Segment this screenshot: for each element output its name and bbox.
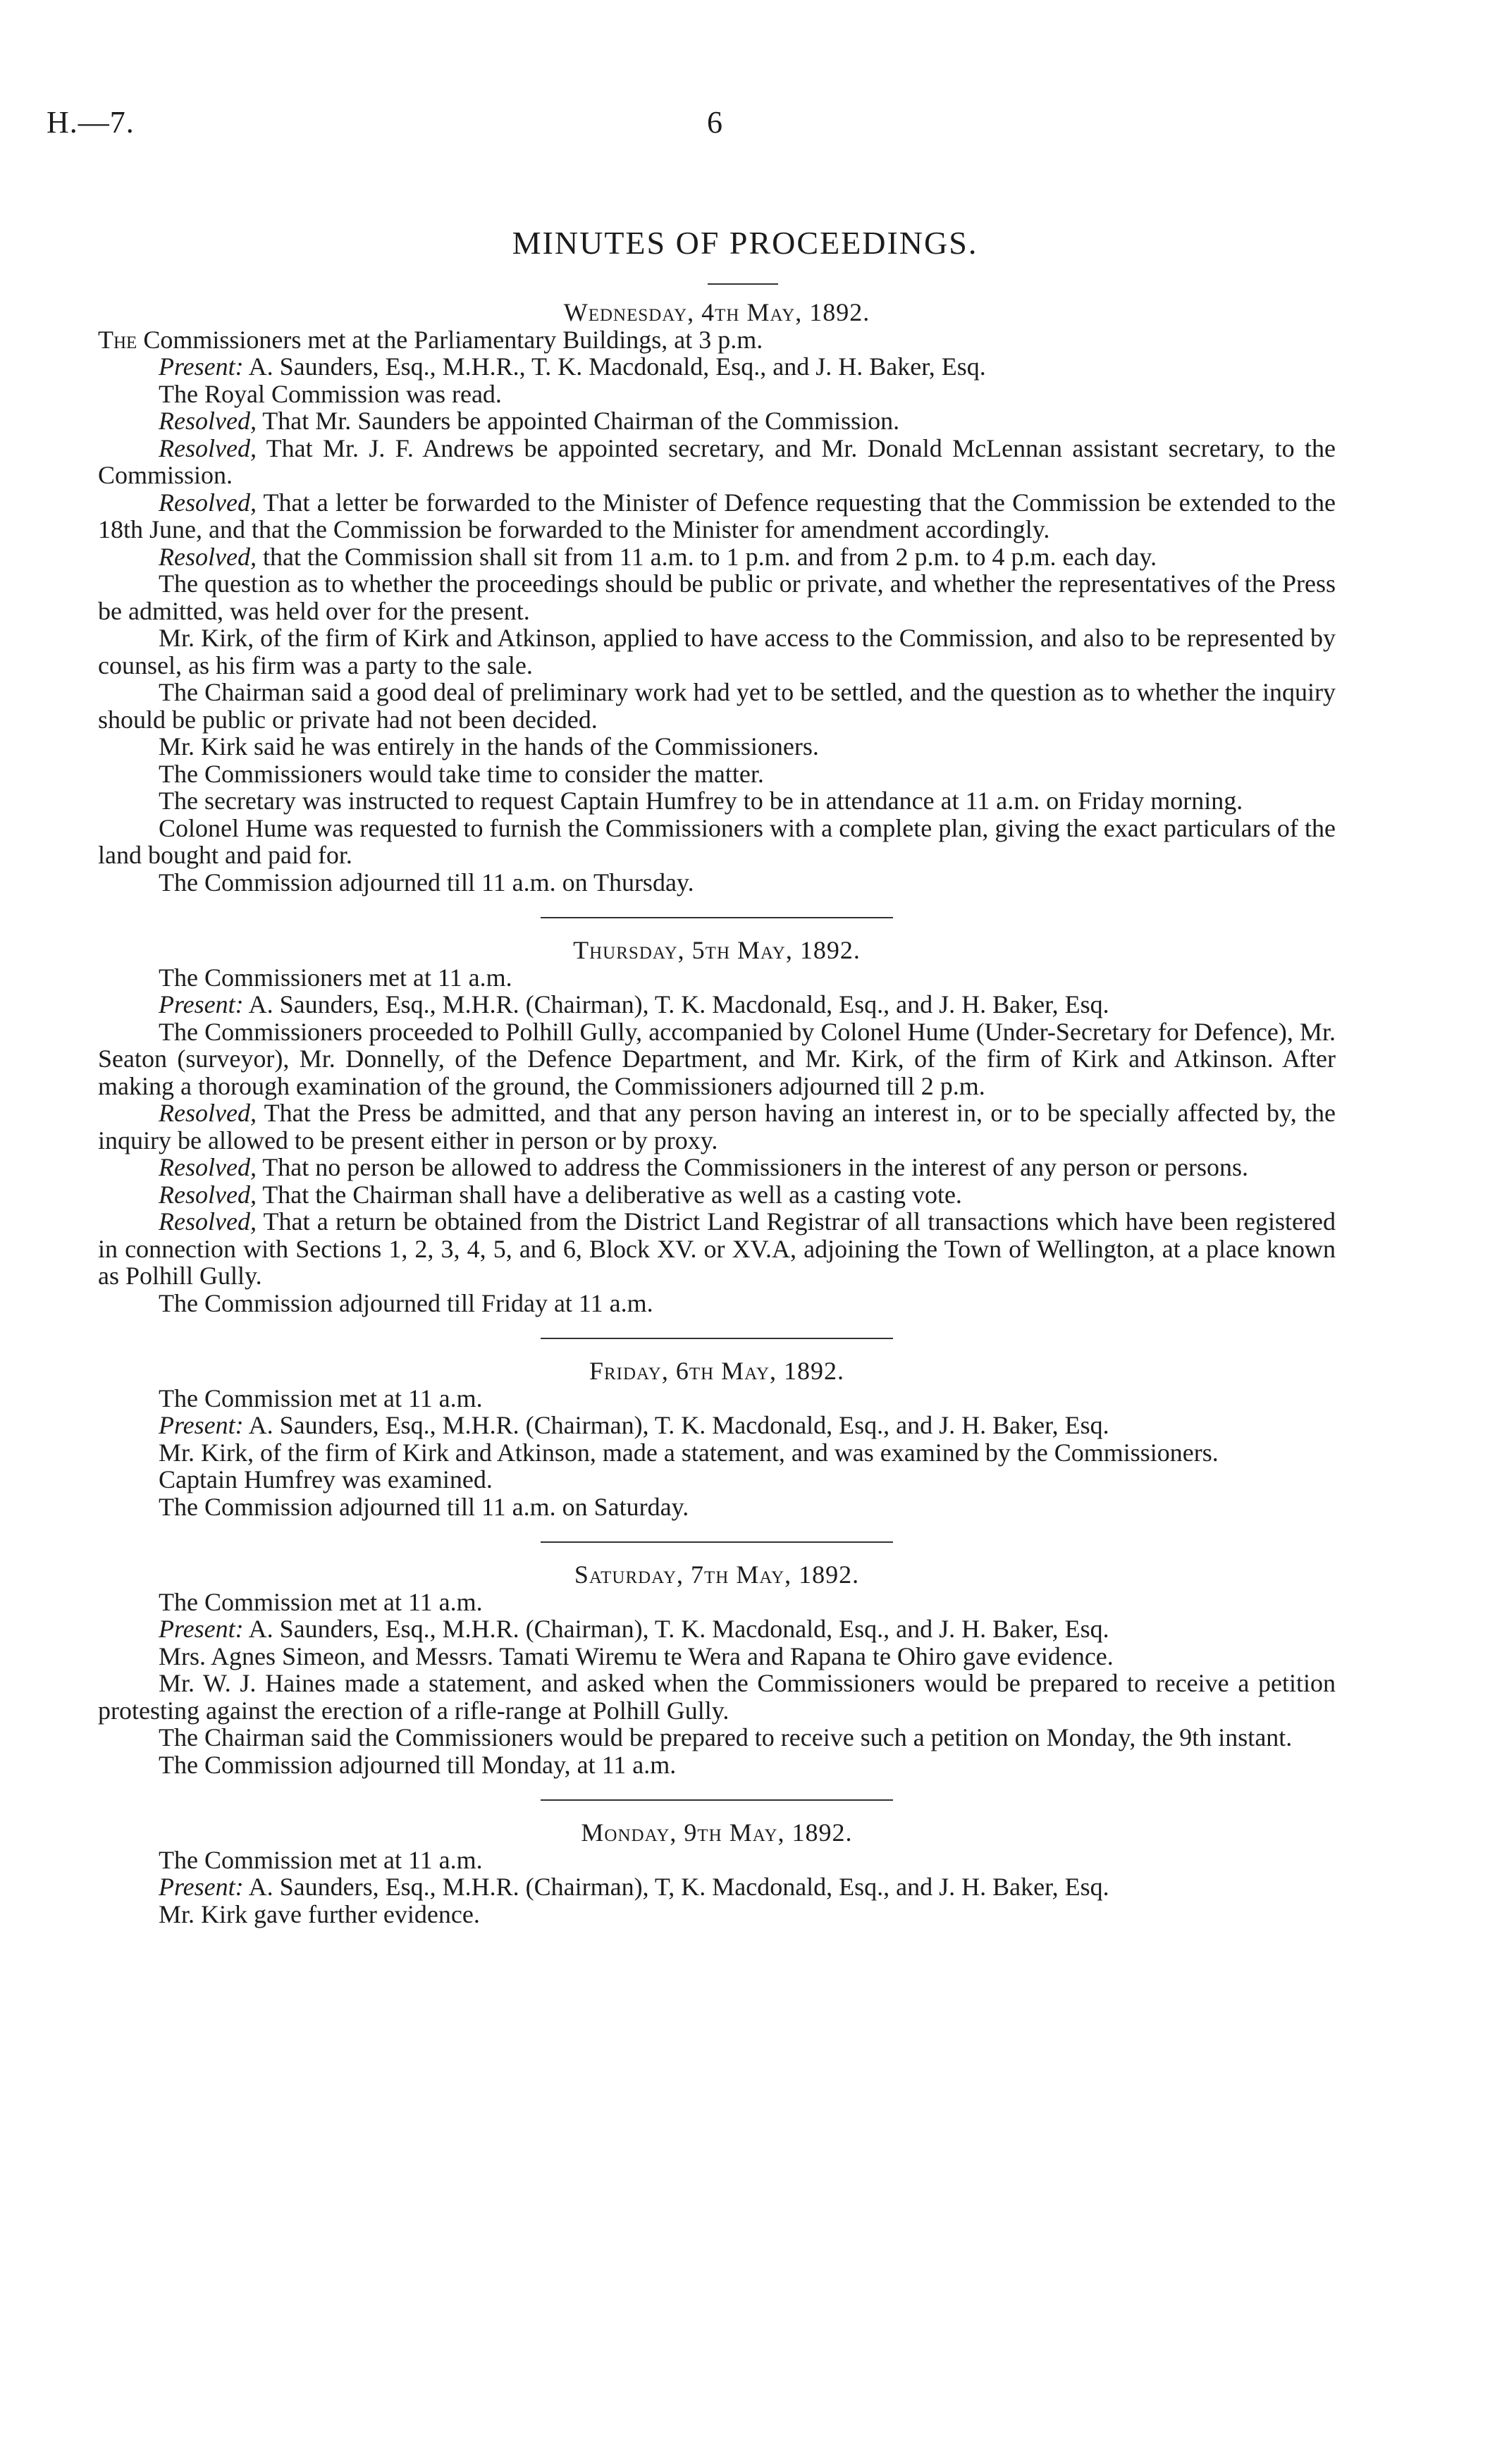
paragraph-lead: Resolved,: [159, 1099, 257, 1127]
paragraph-text: Mr. Kirk, of the firm of Kirk and Atkinson, made a statement, and was examined by the Commissioners.: [159, 1438, 1219, 1467]
minute-paragraph: [98, 991, 1336, 1018]
minute-paragraph: [98, 1493, 1336, 1521]
minute-paragraph: [98, 815, 1336, 869]
paragraph-text: Captain Humfrey was examined.: [159, 1465, 493, 1493]
section-divider: [541, 1338, 893, 1339]
minute-paragraph: [98, 381, 1336, 408]
minute-paragraph: [98, 1643, 1336, 1670]
section-divider: [541, 1799, 893, 1801]
minute-paragraph: [98, 1290, 1336, 1317]
minute-paragraph: [98, 1615, 1336, 1643]
title-rule: [708, 283, 778, 285]
paragraph-text: That Mr. Saunders be appointed Chairman of the Commission.: [256, 407, 900, 435]
paragraph-text: The Commission adjourned till 11 a.m. on Saturday.: [159, 1492, 689, 1521]
paragraph-text: The Royal Commission was read.: [159, 379, 502, 408]
minute-paragraph: [98, 733, 1336, 760]
minute-paragraph: [98, 407, 1336, 435]
minute-paragraph: [98, 1670, 1336, 1724]
paragraph-text: Mrs. Agnes Simeon, and Messrs. Tamati Wiremu te Wera and Rapana te Ohiro gave evidence.: [159, 1641, 1114, 1670]
paragraph-text: That Mr. J. F. Andrews be appointed secretary, and Mr. Donald McLennan assistant secretary, to the Commission.: [98, 433, 1336, 489]
session-date: Monday, 9th May, 1892.: [581, 1818, 853, 1847]
minute-paragraph: [98, 1724, 1336, 1751]
paragraph-text: The Commissioners proceeded to Polhill Gully, accompanied by Colonel Hume (Under-Secretary for Defence), Mr. Seaton (surveyor), Mr. Donnelly, of the Defence Department, and Mr. Kirk, of the firm of Kirk and Atkinson. After making a thorough examination of the ground, the Commissioners adjourned till 2 p.m.: [98, 1017, 1336, 1100]
session-date: Thursday, 5th May, 1892.: [573, 936, 861, 964]
paragraph-lead: The: [98, 325, 137, 354]
minute-paragraph: [98, 435, 1336, 489]
paragraph-text: The Commission adjourned till Monday, at 11 a.m.: [159, 1750, 677, 1779]
minute-paragraph: [98, 1873, 1336, 1901]
paragraph-text: The Commissioners would take time to consider the matter.: [159, 759, 764, 788]
minute-paragraph: [98, 1208, 1336, 1290]
page-title: MINUTES OF PROCEEDINGS.: [512, 225, 978, 261]
paragraph-lead: Resolved,: [159, 1153, 257, 1181]
minute-paragraph: [98, 1154, 1336, 1181]
minute-paragraph: [98, 1847, 1336, 1874]
paragraph-lead: Resolved,: [159, 542, 257, 571]
paragraph-text: A. Saunders, Esq., M.H.R. (Chairman), T, K. Macdonald, Esq., and J. H. Baker, Esq.: [243, 1873, 1109, 1901]
paragraph-text: A. Saunders, Esq., M.H.R. (Chairman), T. K. Macdonald, Esq., and J. H. Baker, Esq.: [243, 1615, 1109, 1643]
minute-paragraph: [98, 1466, 1336, 1493]
paragraph-lead: Present:: [159, 1615, 244, 1643]
minute-paragraph: [98, 489, 1336, 543]
minute-paragraph: [98, 787, 1336, 815]
minute-paragraph: [98, 1181, 1336, 1209]
paragraph-text: Colonel Hume was requested to furnish the Commissioners with a complete plan, giving the exact particulars of the land bought and paid for.: [98, 813, 1336, 869]
minute-paragraph: [98, 1018, 1336, 1100]
minute-paragraph: [98, 570, 1336, 624]
session-date: Friday, 6th May, 1892.: [589, 1357, 845, 1385]
paragraph-lead: Present:: [159, 1411, 244, 1439]
paragraph-text: The Chairman said the Commissioners would be prepared to receive such a petition on Monday, the 9th instant.: [159, 1723, 1293, 1751]
paragraph-text: That a letter be forwarded to the Minister of Defence requesting that the Commission be extended to the 18th June, and that the Commission be forwarded to the Minister for amendment accordingly.: [98, 488, 1336, 543]
paragraph-text: The Commission adjourned till 11 a.m. on Thursday.: [159, 868, 694, 897]
paragraph-lead: Present:: [159, 352, 244, 381]
minute-paragraph: [98, 1439, 1336, 1467]
paragraph-text: that the Commission shall sit from 11 a.m. to 1 p.m. and from 2 p.m. to 4 p.m. each day.: [256, 542, 1157, 571]
paragraph-text: The Commission met at 11 a.m.: [159, 1845, 483, 1874]
minute-paragraph: [98, 624, 1336, 679]
paragraph-text: Mr. Kirk said he was entirely in the hands of the Commissioners.: [159, 732, 819, 760]
paragraph-lead: Resolved,: [159, 433, 257, 462]
paragraph-lead: Resolved,: [159, 1180, 257, 1209]
section-divider: [541, 917, 893, 918]
minute-paragraph: [98, 1412, 1336, 1439]
paragraph-text: Mr. Kirk, of the firm of Kirk and Atkinson, applied to have access to the Commission, and also to be represented by counsel, as his firm was a party to the sale.: [98, 624, 1336, 679]
minute-paragraph: [98, 1385, 1336, 1412]
minute-paragraph: [98, 326, 1336, 354]
minute-paragraph: [98, 1099, 1336, 1154]
paragraph-text: The Commission adjourned till Friday at 11 a.m.: [159, 1288, 653, 1317]
paragraph-text: A. Saunders, Esq., M.H.R., T. K. Macdonald, Esq., and J. H. Baker, Esq.: [243, 352, 986, 381]
minute-paragraph: [98, 679, 1336, 733]
session-date: Wednesday, 4th May, 1892.: [563, 298, 870, 326]
paragraph-text: That no person be allowed to address the Commissioners in the interest of any person or persons.: [256, 1153, 1248, 1181]
paragraph-text: The Commission met at 11 a.m.: [159, 1587, 483, 1616]
minute-paragraph: [98, 1751, 1336, 1779]
paragraph-text: Mr. Kirk gave further evidence.: [159, 1899, 480, 1928]
paragraph-text: That the Chairman shall have a deliberative as well as a casting vote.: [256, 1180, 962, 1209]
document-reference: H.—7.: [47, 105, 135, 140]
paragraph-lead: Resolved,: [159, 1207, 257, 1236]
minute-paragraph: [98, 964, 1336, 992]
paragraph-lead: Resolved,: [159, 407, 257, 435]
paragraph-text: A. Saunders, Esq., M.H.R. (Chairman), T. K. Macdonald, Esq., and J. H. Baker, Esq.: [243, 990, 1109, 1018]
paragraph-text: A. Saunders, Esq., M.H.R. (Chairman), T. K. Macdonald, Esq., and J. H. Baker, Esq.: [243, 1411, 1109, 1439]
minutes-body: [98, 290, 1336, 1928]
paragraph-text: Mr. W. J. Haines made a statement, and asked when the Commissioners would be prepared to receive a petition protesting against the erection of a rifle-range at Polhill Gully.: [98, 1669, 1336, 1725]
minute-paragraph: [98, 869, 1336, 897]
minute-paragraph: [98, 1589, 1336, 1616]
minute-paragraph: [98, 1901, 1336, 1928]
paragraph-text: The question as to whether the proceedings should be public or private, and whether the representatives of the Press be admitted, was held over for the present.: [98, 569, 1336, 625]
paragraph-text: The Commission met at 11 a.m.: [159, 1384, 483, 1412]
paragraph-text: The Commissioners met at 11 a.m.: [159, 963, 512, 992]
paragraph-lead: Present:: [159, 990, 244, 1018]
paragraph-text: The Chairman said a good deal of preliminary work had yet to be settled, and the question as to whether the inquiry should be public or private had not been decided.: [98, 678, 1336, 734]
page-number: 6: [707, 105, 722, 140]
minute-paragraph: [98, 353, 1336, 381]
paragraph-lead: Present:: [159, 1873, 244, 1901]
minute-paragraph: [98, 543, 1336, 571]
section-divider: [541, 1541, 893, 1543]
minute-paragraph: [98, 760, 1336, 788]
paragraph-text: That the Press be admitted, and that any person having an interest in, or to be specially affected by, the inquiry be allowed to be present either in person or by proxy.: [98, 1099, 1336, 1154]
session-date: Saturday, 7th May, 1892.: [574, 1560, 860, 1589]
paragraph-text: That a return be obtained from the District Land Registrar of all transactions which have been registered in connection with Sections 1, 2, 3, 4, 5, and 6, Block XV. or XV.A, adjoining the Town of Wellington, at a place known as Polhill Gully.: [98, 1207, 1336, 1290]
paragraph-text: The secretary was instructed to request Captain Humfrey to be in attendance at 11 a.m. on Friday morning.: [159, 787, 1243, 815]
paragraph-lead: Resolved,: [159, 488, 257, 517]
paragraph-text: Commissioners met at the Parliamentary Buildings, at 3 p.m.: [137, 325, 763, 354]
